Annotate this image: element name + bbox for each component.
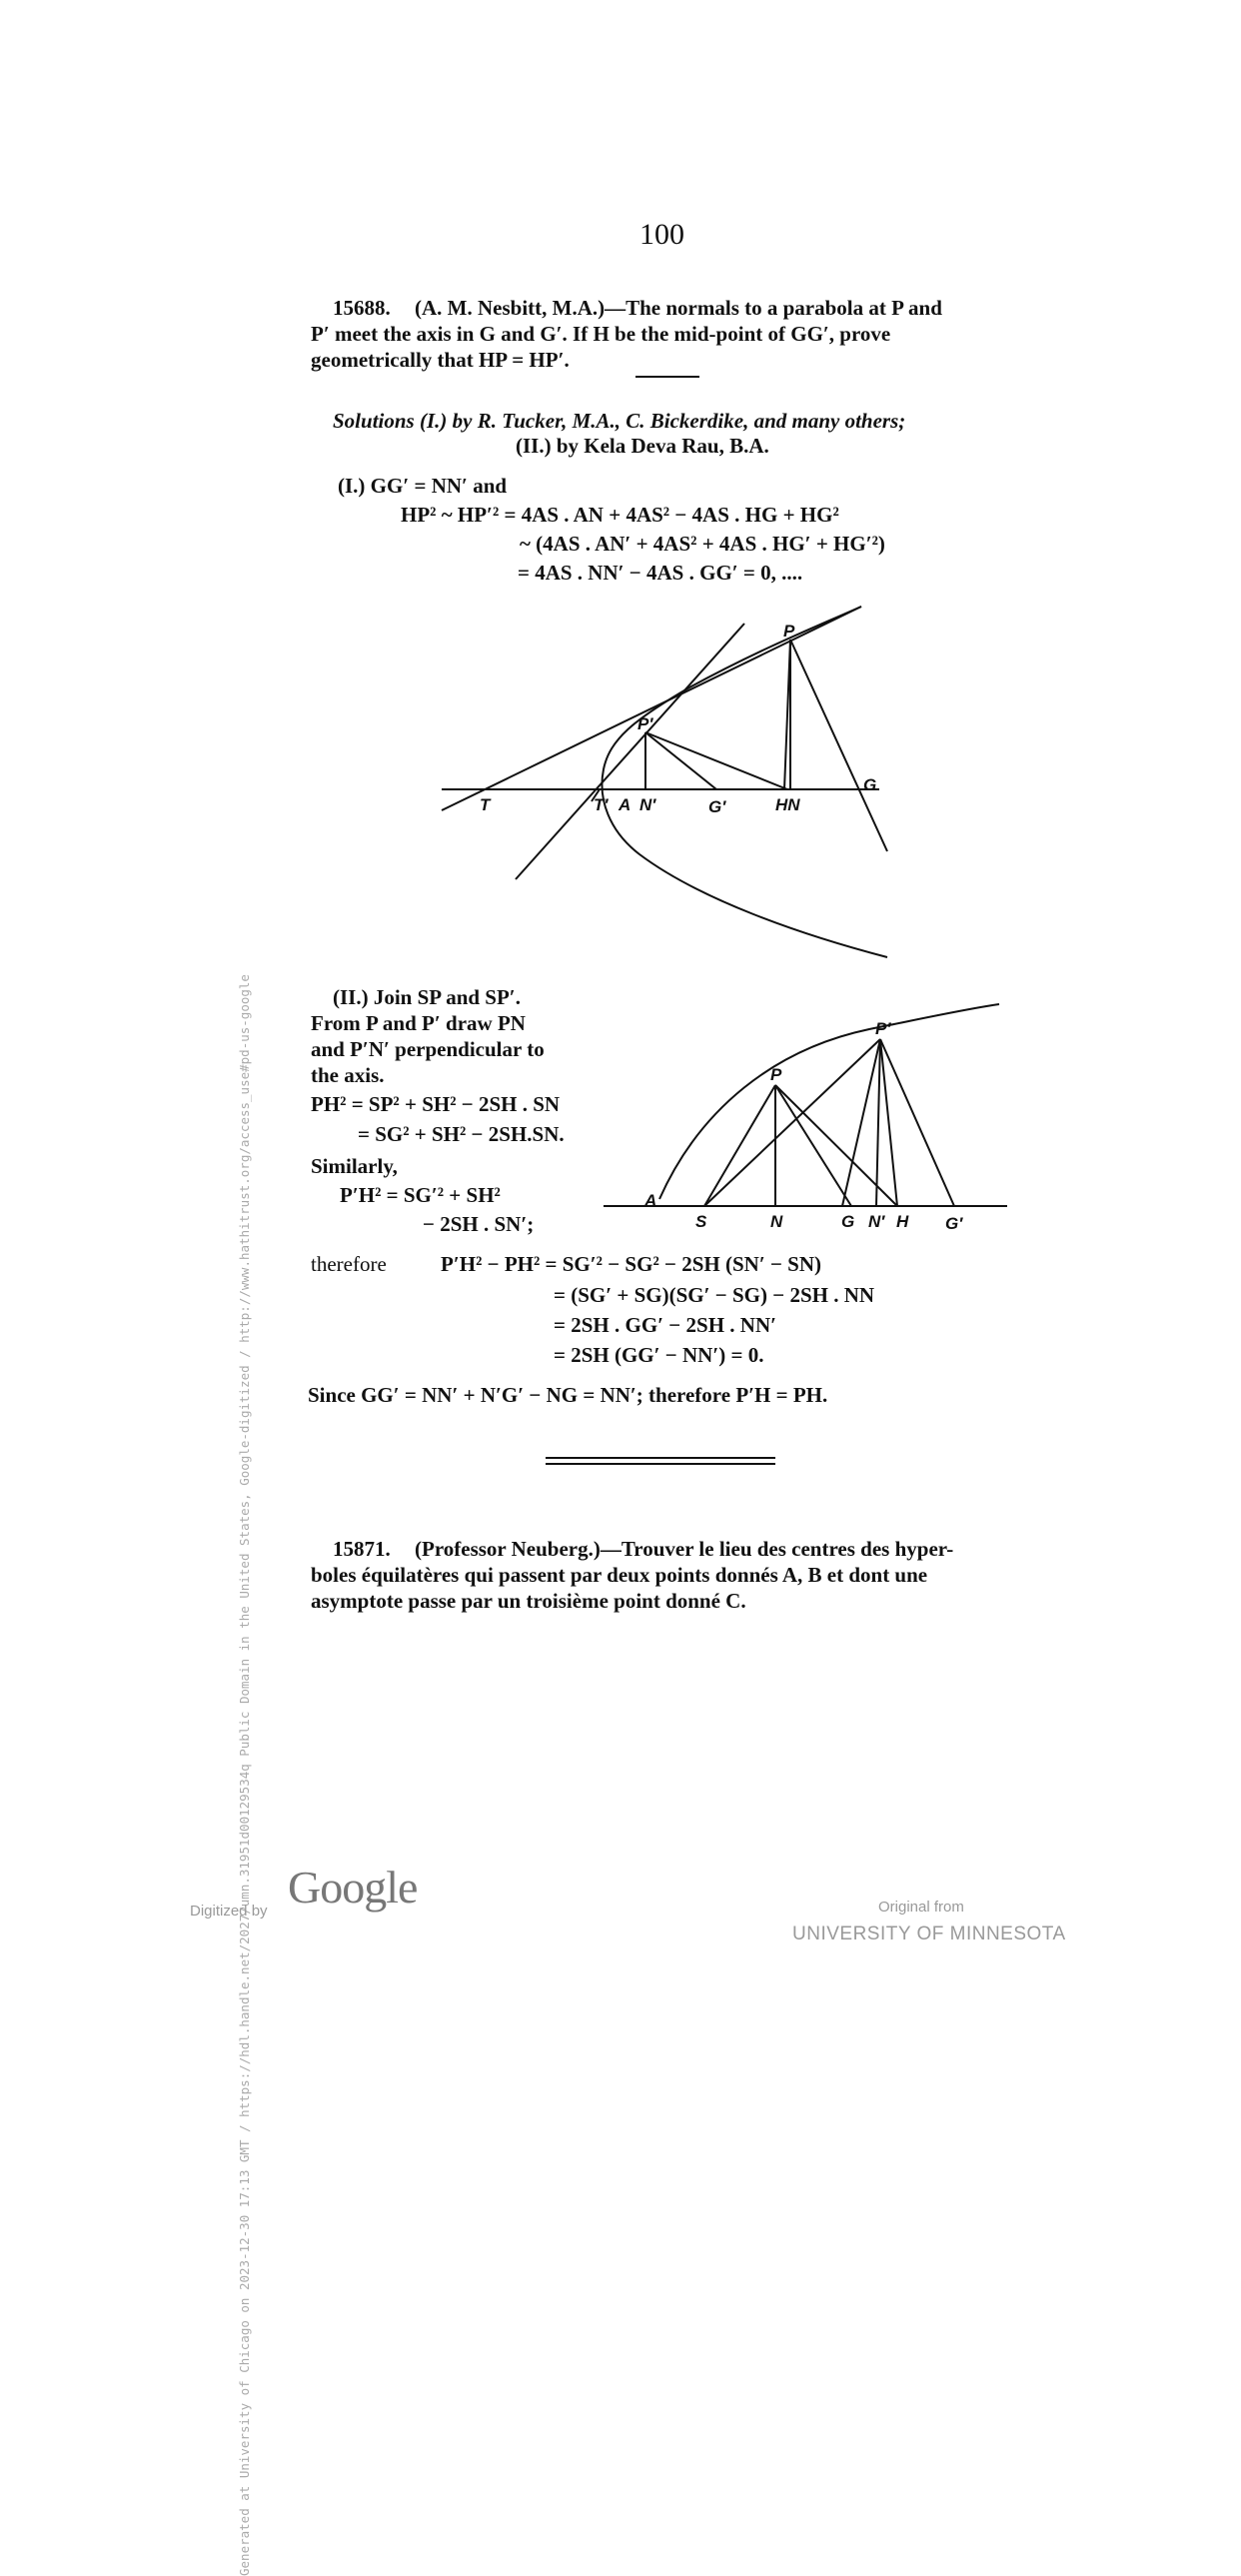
text-line: the axis.: [311, 1063, 385, 1087]
equation-line: = SG² + SH² − 2SH.SN.: [358, 1122, 565, 1146]
solutions-heading: Solutions (I.) by R. Tucker, M.A., C. Bickerdike, and many others;: [333, 409, 906, 433]
figure-label: G: [863, 775, 877, 794]
equation-line: HP² ~ HP′² = 4AS . AN + 4AS² − 4AS . HG + HG²: [401, 503, 839, 527]
figure-label: N: [770, 1212, 783, 1231]
parabola-figure-2: [0, 0, 1241, 1259]
figure-label: T: [480, 795, 491, 814]
side-watermark: Generated at University of Chicago on 2023-12-30 17:13 GMT / https://hdl.handle.net/2027/umn.31951d00129534q Public Domain in the United States, Google-digitized / http://www.hathitrust.org/access_use#pd-us-google: [237, 974, 252, 2576]
figure-label: A: [619, 795, 631, 814]
problem-text-line: asymptote passe par un troisième point donné C.: [311, 1589, 746, 1613]
figure-label: P: [783, 622, 795, 641]
figure-label: G: [841, 1212, 855, 1231]
problem-number: 15871.: [333, 1537, 391, 1561]
line-p-prime-h: [880, 1039, 897, 1206]
section-divider: [546, 1457, 775, 1459]
text-line: From P and P′ draw PN: [311, 1011, 526, 1035]
text-line: (II.) Join SP and SP′.: [333, 985, 521, 1009]
equation-line: Since GG′ = NN′ + N′G′ − NG = NN′; therefore P′H = PH.: [308, 1383, 828, 1407]
figure-label: G′: [945, 1214, 963, 1233]
section-divider: [546, 1463, 775, 1465]
equation-line: (I.) GG′ = NN′ and: [338, 474, 508, 498]
figure-label: A: [644, 1191, 657, 1210]
problem-text-line: (Professor Neuberg.)—Trouver le lieu des centres des hyper-: [415, 1537, 954, 1561]
problem-number: 15688.: [333, 296, 391, 320]
google-logo: Google: [288, 1862, 418, 1913]
problem-text-line: (A. M. Nesbitt, M.A.)—The normals to a parabola at P and: [415, 296, 942, 320]
equation-line: − 2SH . SN′;: [423, 1212, 535, 1236]
figure-label: S: [695, 1212, 707, 1231]
equation-line: ~ (4AS . AN′ + 4AS² + 4AS . HG′ + HG′²): [520, 532, 885, 556]
equation-line: PH² = SP² + SH² − 2SH . SN: [311, 1092, 561, 1116]
line-s-p-prime: [704, 1039, 880, 1206]
text-line: and P′N′ perpendicular to: [311, 1037, 545, 1061]
solutions-heading: (II.) by Kela Deva Rau, B.A.: [516, 434, 769, 458]
text-line: Similarly,: [311, 1154, 398, 1178]
figure-label: T′: [594, 795, 609, 814]
figure-label: P: [770, 1065, 782, 1084]
figure-label: P′: [637, 714, 653, 733]
equation-line: = 4AS . NN′ − 4AS . GG′ = 0, ....: [518, 561, 803, 585]
problem-text-line: P′ meet the axis in G and G′. If H be the mid-point of GG′, prove: [311, 322, 891, 346]
line-p-prime-g: [842, 1039, 880, 1206]
digitized-by-text: Digitized by: [190, 1903, 268, 1920]
equation-line: = (SG′ + SG)(SG′ − SG) − 2SH . NN: [554, 1283, 875, 1307]
line-s-p: [704, 1085, 775, 1206]
figure-label: P′: [875, 1019, 891, 1038]
figure-label: G′: [708, 797, 726, 816]
problem-text-line: boles équilatères qui passent par deux points donnés A, B et dont une: [311, 1563, 928, 1587]
figure-label: N′: [639, 795, 656, 814]
figure-label: H: [896, 1212, 909, 1231]
page-number: 100: [639, 218, 684, 251]
ordinate-p-prime: [876, 1039, 880, 1206]
original-from-text: Original from: [878, 1899, 964, 1916]
equation-line: = 2SH (GG′ − NN′) = 0.: [554, 1343, 764, 1367]
equation-line: P′H² − PH² = SG′² − SG² − 2SH (SN′ − SN): [441, 1252, 822, 1276]
figure-label: N′: [868, 1212, 885, 1231]
text-line: therefore: [311, 1252, 387, 1276]
normal-p-prime: [880, 1039, 954, 1206]
problem-text-line: geometrically that HP = HP′.: [311, 348, 570, 372]
figure-label: HN: [775, 795, 800, 814]
institution-text: UNIVERSITY OF MINNESOTA: [792, 1924, 1066, 1944]
equation-line: = 2SH . GG′ − 2SH . NN′: [554, 1313, 777, 1337]
equation-line: P′H² = SG′² + SH²: [340, 1183, 501, 1207]
